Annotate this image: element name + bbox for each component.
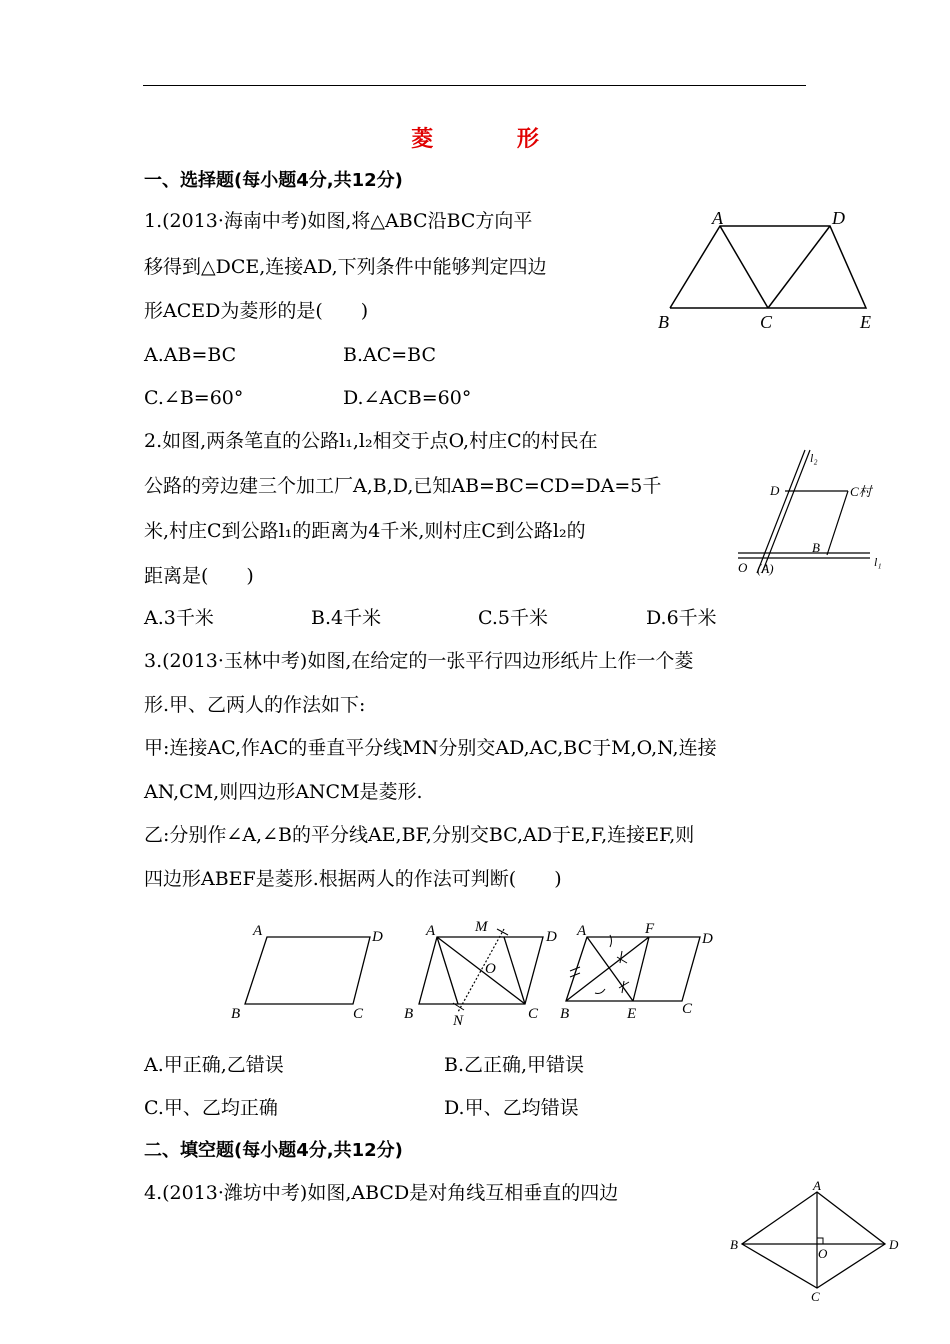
q4-label-c: C	[811, 1289, 820, 1303]
header-rule	[143, 85, 806, 86]
q2-option-b: B.4千米	[311, 607, 382, 629]
section-1-heading: 一、选择题(每小题4分,共12分)	[144, 170, 403, 191]
q3-f3-label-c: C	[682, 1001, 693, 1017]
q3-f1-label-d: D	[372, 929, 383, 945]
q1-option-a: A.AB=BC	[144, 344, 237, 366]
q1-option-d: D.∠ACB=60°	[343, 387, 472, 409]
q2-figure	[730, 445, 890, 585]
q4-label-b: B	[730, 1237, 738, 1252]
q3-line-2: 形.甲、乙两人的作法如下:	[144, 694, 366, 716]
q2-label-o: O	[738, 560, 748, 575]
q2-line-4: 距离是( )	[144, 565, 254, 587]
q4-label-a: A	[813, 1178, 821, 1193]
section-2-heading: 二、填空题(每小题4分,共12分)	[144, 1140, 403, 1161]
q3-figure-1	[231, 923, 383, 1022]
q2-line-1: 2.如图,两条笔直的公路l₁,l₂相交于点O,村庄C的村民在	[144, 430, 598, 452]
q3-f2-label-n: N	[453, 1013, 464, 1029]
q4-label-d: D	[889, 1237, 899, 1252]
q3-option-a: A.甲正确,乙错误	[144, 1054, 284, 1076]
q1-option-b: B.AC=BC	[343, 344, 437, 366]
q3-f2-label-d: D	[546, 929, 557, 945]
q1-label-d: D	[832, 208, 845, 228]
q3-line-6: 四边形ABEF是菱形.根据两人的作法可判断( )	[144, 868, 562, 890]
q1-line-3: 形ACED为菱形的是( )	[144, 300, 369, 322]
q3-option-d: D.甲、乙均错误	[444, 1097, 579, 1119]
q3-f2-label-m: M	[475, 919, 488, 935]
q3-f1-label-b: B	[231, 1006, 241, 1022]
q1-label-a: A	[712, 208, 723, 228]
q3-figures	[225, 915, 730, 1030]
q4-label-o: O	[818, 1246, 828, 1261]
q1-option-c: C.∠B=60°	[144, 387, 244, 409]
q1-label-b: B	[658, 312, 669, 332]
q3-option-b: B.乙正确,甲错误	[444, 1054, 585, 1076]
q1-line-2: 移得到△DCE,连接AD,下列条件中能够判定四边	[144, 256, 547, 278]
q2-option-d: D.6千米	[646, 607, 717, 629]
q3-f3-label-f: F	[645, 921, 655, 937]
q3-line-1: 3.(2013·玉林中考)如图,在给定的一张平行四边形纸片上作一个菱	[144, 650, 694, 672]
q3-figure-2	[404, 919, 557, 1029]
q3-f3-label-a: A	[577, 923, 587, 939]
q3-f2-label-b: B	[404, 1006, 414, 1022]
q2-option-c: C.5千米	[478, 607, 548, 629]
q2-label-l1: l₁	[874, 555, 882, 569]
q2-line-2: 公路的旁边建三个加工厂A,B,D,已知AB=BC=CD=DA=5千	[144, 475, 662, 497]
q4-line-1: 4.(2013·潍坊中考)如图,ABCD是对角线互相垂直的四边	[144, 1182, 619, 1204]
q3-f3-label-d: D	[702, 931, 713, 947]
q2-label-c: C村	[850, 484, 872, 499]
q3-f2-label-c: C	[528, 1006, 539, 1022]
q1-label-c: C	[760, 312, 773, 332]
q2-label-b: B	[812, 540, 820, 555]
q2-line-3: 米,村庄C到公路l₁的距离为4千米,则村庄C到公路l₂的	[144, 520, 586, 542]
q3-f1-label-c: C	[353, 1006, 364, 1022]
q2-option-a: A.3千米	[144, 607, 214, 629]
q1-figure	[650, 205, 890, 335]
q3-f2-label-a: A	[426, 923, 436, 939]
q1-label-e: E	[860, 312, 871, 332]
q4-figure	[725, 1178, 915, 1303]
q3-f1-label-a: A	[253, 923, 263, 939]
q3-f3-label-b: B	[560, 1006, 570, 1022]
q2-label-l2: l₂	[810, 451, 818, 465]
page-title: 菱 形	[411, 126, 577, 152]
q2-label-d: D	[770, 483, 780, 498]
q3-line-3: 甲:连接AC,作AC的垂直平分线MN分别交AD,AC,BC于M,O,N,连接	[144, 737, 717, 759]
q2-label-a: (A)	[757, 561, 774, 576]
q1-line-1: 1.(2013·海南中考)如图,将△ABC沿BC方向平	[144, 210, 533, 232]
q3-f3-label-e: E	[627, 1006, 637, 1022]
q3-f2-label-o: O	[485, 961, 496, 977]
q3-option-c: C.甲、乙均正确	[144, 1097, 278, 1119]
q3-line-5: 乙:分别作∠A,∠B的平分线AE,BF,分别交BC,AD于E,F,连接EF,则	[144, 824, 695, 846]
q3-line-4: AN,CM,则四边形ANCM是菱形.	[144, 781, 423, 803]
q3-figure-3	[560, 921, 713, 1022]
